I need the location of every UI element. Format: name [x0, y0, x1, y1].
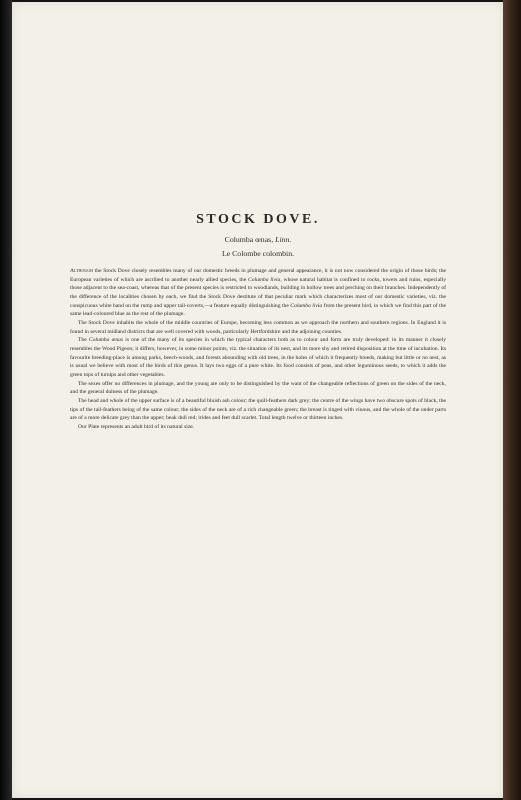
- paragraph-text: , whose natural habitat is confined to rocks, towers and ruins, especially those adjacent to the sea-coast, whereas that of the present species is restricted to woodlands, building in hollow trees and perching on their branches. Independently of the difference of the localities chosen by each, we find the Stock Dove destitute of that peculiar mark which characterizes most of our domestic varieties, viz. the conspicuous white band on the rump and upper tail-coverts,—a feature equally distinguishing the: [70, 276, 446, 309]
- paragraph-text: The: [78, 337, 89, 344]
- small-caps-text: Although: [70, 268, 94, 275]
- body-paragraph: [70, 267, 446, 319]
- body-paragraph: [70, 423, 446, 432]
- body-paragraph: [70, 380, 446, 397]
- text-block: [70, 212, 446, 432]
- paragraph-text: is one of the many of its species in which the typical characters both as to colour and form are truly developed: in its manner it closely resembles the Wood Pigeon; it differs, however, in some minor points, viz. the situation of its nest, and its more shy and retired disposition at the time of incubation. Its favourite breeding-place is among parks, beech-woods, and forests abounding with old trees, in the holes of which it frequently breeds, making but little or no nest, as is usual we believe with most of the birds of this genus. It lays two eggs of a pure white. Its food consists of peas, and other leguminous seeds, to which it adds the green tops of turnips and other vegetables.: [70, 337, 446, 378]
- latin-author: Linn.: [275, 234, 292, 244]
- body-text: [70, 267, 446, 431]
- page-title: STOCK DOVE.: [196, 212, 320, 227]
- latin-name-text: Columba œnas,: [224, 234, 274, 244]
- italic-text: Columba livia: [290, 302, 323, 309]
- french-name: Le Colombe colombin.: [221, 248, 295, 258]
- italic-text: Columba œnas: [88, 337, 124, 344]
- body-paragraph: [70, 397, 446, 423]
- right-cover-edge: [503, 0, 521, 800]
- paragraph-text: Our Plate represents an adult bird of its natural size.: [78, 423, 195, 430]
- body-paragraph: [70, 336, 446, 379]
- italic-text: Columba livia: [248, 276, 281, 283]
- paragraph-text: The Stock Dove inhabits the whole of the middle countries of Europe, becoming less common as we approach the northern and southern regions. In England it is found in several midland districts that are well covered with woods, particularly Hertfordshire and the adjoining counties.: [70, 319, 446, 335]
- paragraph-text: The sexes offer no differences in plumage, and the young are only to be distinguished by the want of the changeable reflections of green on the sides of the neck, and the general dulness of the plumage.: [70, 380, 446, 396]
- paragraph-text: The head and whole of the upper surface is of a beautiful bluish ash colour; the quill-feathers dark grey; the centre of the wings have two obscure spots of black, the tips of the tail-feathers being of the same colour; the sides of the neck are of a rich changeable green; the breast is tinged with vinous, and the whole of the under parts are of a more delicate grey than the upper; beak dull red; irides and feet dull scarlet. Total length twelve or thirteen inches.: [70, 397, 446, 422]
- paragraph-text: from the present bird, in which we find this part of the same lead-coloured blue as the rest of the plumage.: [70, 302, 446, 318]
- paragraph-text: the Stock Dove closely resembles many of our domestic breeds in plumage and general appearance, it is not now considered the origin of those birds; the European varieties of which are ascribed to another nearly allied species, the: [70, 268, 446, 283]
- body-paragraph: [70, 319, 446, 336]
- book-page: [12, 2, 505, 798]
- latin-name: [70, 235, 446, 245]
- left-binding-edge: [0, 0, 12, 800]
